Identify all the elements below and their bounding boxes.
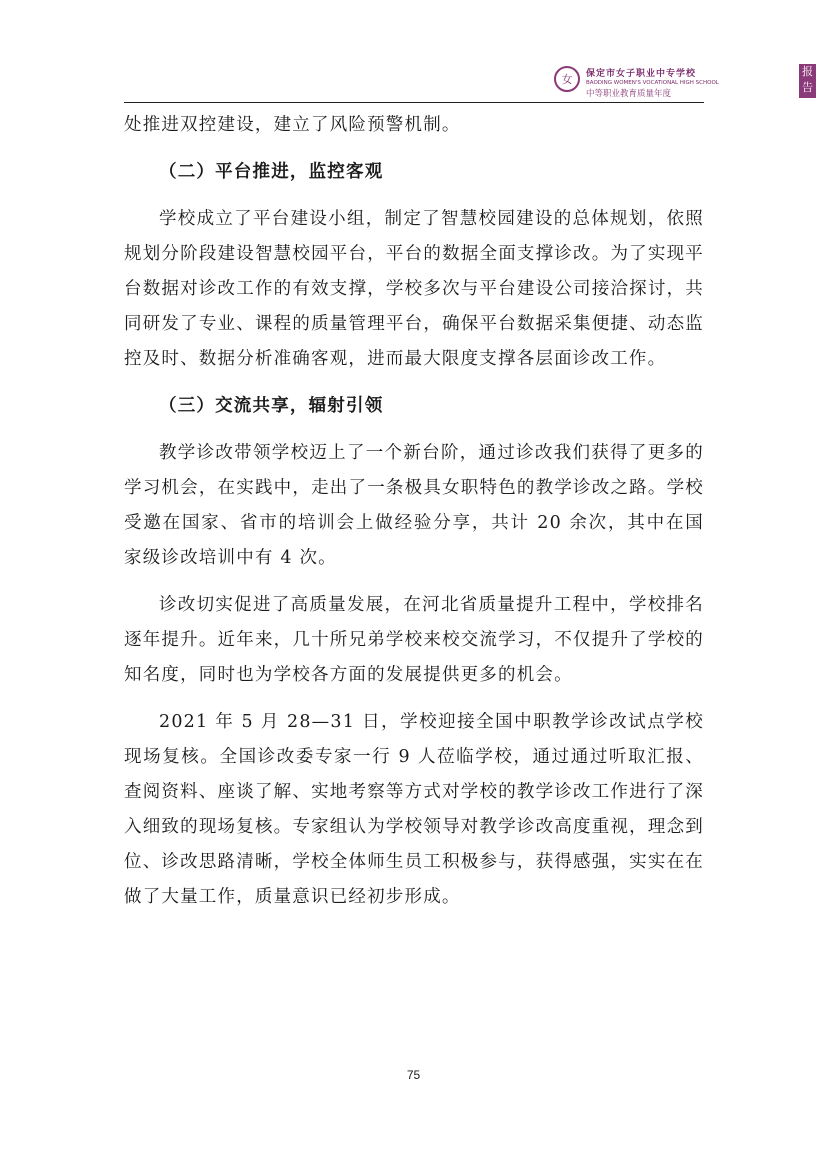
school-name-cn: 保定市女子职业中专学校 [586, 69, 697, 79]
school-logo-icon: 女 [554, 66, 580, 92]
report-badge [799, 64, 816, 98]
paragraph-review: 2021 年 5 月 28—31 日，学校迎接全国中职教学诊改试点学校现场复核。全国诊改委专家一行 9 人莅临学校，通过通过听取汇报、查阅资料、座谈了解、实地考察等方式对学校的教学诊改工作进行了深入细致的现场复核。专家组认为学校领导对教学诊改高度重视，理念到位、诊改思路清晰，学校全体师生员工积极参与，获得感强，实实在在做了大量工作，质量意识已经初步形成。 [124, 712, 704, 907]
badge-char-1: 报 [802, 65, 813, 78]
school-name-en: BAODING WOMEN'S VOCATIONAL HIGH SCHOOL [586, 80, 719, 86]
badge-char-2: 告 [802, 81, 813, 94]
page-number: 75 [406, 1068, 421, 1082]
school-logo-text [586, 66, 758, 99]
paragraph-sharing: 教学诊改带领学校迈上了一个新台阶，通过诊改我们获得了更多的学习机会，在实践中，走出了一条极具女职特色的教学诊改之路。学校受邀在国家、省市的培训会上做经验分享，共计 20 余次，其中在国家级诊改培训中有 4 次。 [124, 443, 704, 568]
paragraph-continued: 处推进双控建设，建立了风险预警机制。 [124, 115, 461, 135]
page-header [124, 62, 813, 104]
section-heading-2: （二）平台推进，监控客观 [159, 162, 384, 182]
header-divider [124, 102, 704, 103]
page-body [124, 108, 704, 915]
paragraph-platform: 学校成立了平台建设小组，制定了智慧校园建设的总体规划，依照规划分阶段建设智慧校园平台，平台的数据全面支撑诊改。为了实现平台数据对诊改工作的有效支撑，学校多次与平台建设公司接洽探讨，共同研发了专业、课程的质量管理平台，确保平台数据采集便捷、动态监控及时、数据分析准确客观，进而最大限度支撑各层面诊改工作。 [124, 209, 704, 369]
report-subtitle: 中等职业教育质量年度 [586, 89, 672, 99]
section-heading-3: （三）交流共享，辐射引领 [159, 396, 384, 416]
paragraph-quality: 诊改切实促进了高质量发展，在河北省质量提升工程中，学校排名逐年提升。近年来，几十所兄弟学校来校交流学习，不仅提升了学校的知名度，同时也为学校各方面的发展提供更多的机会。 [124, 595, 704, 685]
